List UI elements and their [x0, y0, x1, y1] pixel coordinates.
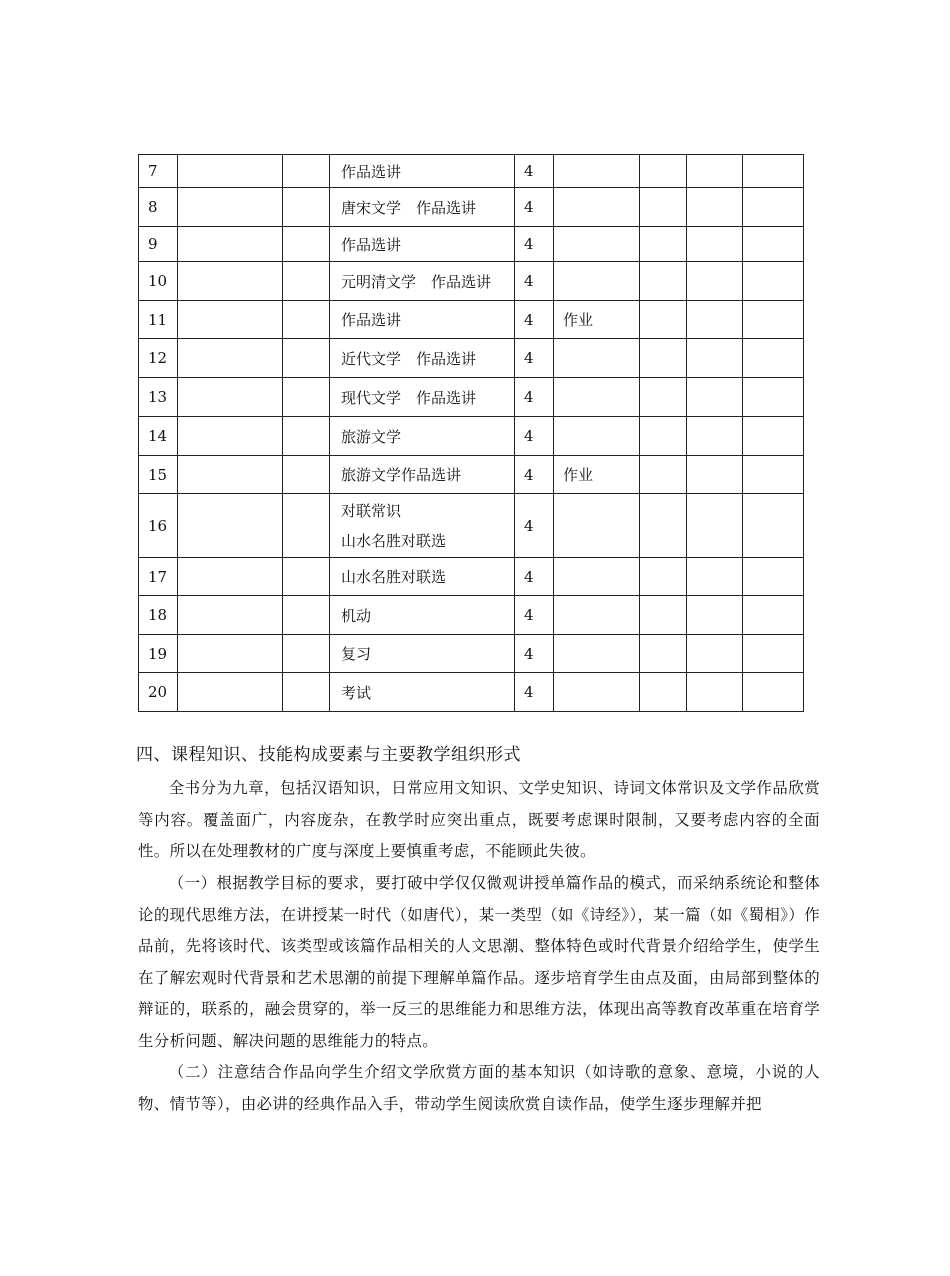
empty-cell	[283, 673, 330, 712]
week-number-cell: 18	[139, 596, 178, 635]
content-line: 唐宋文学 作品选讲	[341, 198, 477, 217]
week-number-cell: 15	[139, 456, 178, 494]
hours-cell: 4	[515, 596, 554, 635]
empty-cell	[743, 635, 804, 673]
content-line: 复习	[341, 645, 372, 663]
table-row	[139, 456, 804, 494]
empty-cell	[283, 339, 330, 378]
content-cell	[330, 378, 515, 417]
hours-cell: 4	[515, 558, 554, 596]
empty-cell	[178, 635, 283, 673]
note-cell	[554, 494, 640, 558]
empty-cell	[178, 262, 283, 301]
empty-cell	[178, 494, 283, 558]
empty-cell	[178, 227, 283, 262]
empty-cell	[178, 301, 283, 339]
empty-cell	[640, 673, 687, 712]
content-line: 考试	[341, 683, 372, 702]
empty-cell	[178, 596, 283, 635]
table-row	[139, 339, 804, 378]
table-body	[139, 155, 804, 712]
note-cell	[554, 227, 640, 262]
empty-cell	[687, 339, 743, 378]
empty-cell	[283, 188, 330, 227]
empty-cell	[178, 456, 283, 494]
empty-cell	[687, 155, 743, 188]
note-cell	[554, 417, 640, 456]
empty-cell	[687, 558, 743, 596]
empty-cell	[178, 155, 283, 188]
table-row	[139, 188, 804, 227]
hours-cell: 4	[515, 301, 554, 339]
content-line: 山水名胜对联选	[341, 568, 447, 586]
empty-cell	[283, 596, 330, 635]
empty-cell	[743, 596, 804, 635]
content-cell	[330, 558, 515, 596]
note-cell	[554, 188, 640, 227]
empty-cell	[640, 188, 687, 227]
table-row	[139, 596, 804, 635]
empty-cell	[178, 417, 283, 456]
empty-cell	[743, 227, 804, 262]
content-cell	[330, 417, 515, 456]
table-row	[139, 378, 804, 417]
empty-cell	[640, 494, 687, 558]
content-line: 元明清文学 作品选讲	[341, 272, 492, 291]
empty-cell	[743, 378, 804, 417]
table-row	[139, 262, 804, 301]
empty-cell	[640, 227, 687, 262]
week-number-cell: 14	[139, 417, 178, 456]
content-cell	[330, 596, 515, 635]
hours-cell: 4	[515, 494, 554, 558]
empty-cell	[687, 378, 743, 417]
empty-cell	[687, 673, 743, 712]
week-number-cell: 10	[139, 262, 178, 301]
content-cell	[330, 188, 515, 227]
empty-cell	[743, 155, 804, 188]
hours-cell: 4	[515, 456, 554, 494]
hours-cell: 4	[515, 188, 554, 227]
empty-cell	[743, 301, 804, 339]
empty-cell	[743, 558, 804, 596]
empty-cell	[687, 596, 743, 635]
content-cell	[330, 301, 515, 339]
empty-cell	[283, 227, 330, 262]
table-row	[139, 673, 804, 712]
content-line: 对联常识	[341, 501, 402, 520]
paragraph-intro: 全书分为九章，包括汉语知识，日常应用文知识、文学史知识、诗词文体常识及文学作品欣赏等内容。覆盖面广，内容庞杂，在教学时应突出重点，既要考虑课时限制，又要考虑内容的全面性。所以在处理教材的广度与深度上要慎重考虑，不能顾此失彼。	[138, 779, 820, 860]
empty-cell	[687, 417, 743, 456]
empty-cell	[640, 558, 687, 596]
note-cell	[554, 635, 640, 673]
content-line: 近代文学 作品选讲	[341, 349, 477, 368]
content-line: 作品选讲	[341, 162, 402, 181]
empty-cell	[743, 417, 804, 456]
content-cell	[330, 227, 515, 262]
week-number-cell: 8	[139, 188, 178, 227]
empty-cell	[640, 262, 687, 301]
week-number-cell: 20	[139, 673, 178, 712]
note-cell	[554, 155, 640, 188]
note-cell	[554, 673, 640, 712]
hours-cell: 4	[515, 227, 554, 262]
content-line: 作品选讲	[341, 311, 402, 329]
empty-cell	[640, 339, 687, 378]
empty-cell	[640, 378, 687, 417]
table-row	[139, 301, 804, 339]
empty-cell	[178, 378, 283, 417]
week-number-cell: 17	[139, 558, 178, 596]
content-cell	[330, 262, 515, 301]
table-row	[139, 227, 804, 262]
table-row	[139, 494, 804, 558]
empty-cell	[283, 301, 330, 339]
empty-cell	[687, 635, 743, 673]
week-number-cell: 9	[139, 227, 178, 262]
hours-cell: 4	[515, 262, 554, 301]
empty-cell	[687, 188, 743, 227]
content-line: 机动	[341, 606, 372, 625]
empty-cell	[283, 456, 330, 494]
empty-cell	[743, 339, 804, 378]
note-cell	[554, 339, 640, 378]
content-line: 旅游文学作品选讲	[341, 466, 462, 484]
empty-cell	[178, 558, 283, 596]
content-cell	[330, 456, 515, 494]
content-cell	[330, 339, 515, 378]
hours-cell: 4	[515, 635, 554, 673]
week-number-cell: 7	[139, 155, 178, 188]
empty-cell	[687, 494, 743, 558]
content-line: 作品选讲	[341, 235, 402, 254]
empty-cell	[283, 635, 330, 673]
empty-cell	[687, 262, 743, 301]
schedule-table	[138, 154, 804, 712]
content-line: 现代文学 作品选讲	[341, 388, 477, 407]
week-number-cell: 13	[139, 378, 178, 417]
content-cell	[330, 635, 515, 673]
empty-cell	[283, 417, 330, 456]
note-cell	[554, 596, 640, 635]
empty-cell	[687, 301, 743, 339]
empty-cell	[687, 227, 743, 262]
empty-cell	[743, 456, 804, 494]
note-cell	[554, 378, 640, 417]
empty-cell	[640, 155, 687, 188]
empty-cell	[283, 378, 330, 417]
empty-cell	[687, 456, 743, 494]
empty-cell	[283, 262, 330, 301]
section-heading: 四、课程知识、技能构成要素与主要教学组织形式	[136, 745, 521, 765]
hours-cell: 4	[515, 155, 554, 188]
content-line: 旅游文学	[341, 427, 402, 446]
content-line: 山水名胜对联选	[341, 531, 447, 550]
empty-cell	[640, 596, 687, 635]
week-number-cell: 19	[139, 635, 178, 673]
empty-cell	[283, 494, 330, 558]
note-cell	[554, 558, 640, 596]
empty-cell	[743, 262, 804, 301]
empty-cell	[178, 673, 283, 712]
hours-cell: 4	[515, 417, 554, 456]
content-cell	[330, 155, 515, 188]
paragraph-point-1: （一）根据教学目标的要求，要打破中学仅仅微观讲授单篇作品的模式，而采纳系统论和整体论的现代思维方法，在讲授某一时代（如唐代），某一类型（如《诗经》），某一篇（如《蜀相》）作品前，先将该时代、该类型或该篇作品相关的人文思潮、整体特色或时代背景介绍给学生，使学生在了解宏观时代背景和艺术思潮的前提下理解单篇作品。逐步培育学生由点及面，由局部到整体的辩证的，联系的，融会贯穿的，举一反三的思维能力和思维方法，体现出高等教育改革重在培育学生分析问题、解决问题的思维能力的特点。	[138, 874, 820, 1050]
empty-cell	[178, 188, 283, 227]
empty-cell	[743, 494, 804, 558]
table-row	[139, 155, 804, 188]
hours-cell: 4	[515, 339, 554, 378]
week-number-cell: 12	[139, 339, 178, 378]
empty-cell	[283, 558, 330, 596]
hours-cell: 4	[515, 378, 554, 417]
table-row	[139, 635, 804, 673]
empty-cell	[640, 456, 687, 494]
table-row	[139, 558, 804, 596]
content-cell	[330, 494, 515, 558]
paragraph-point-2: （二）注意结合作品向学生介绍文学欣赏方面的基本知识（如诗歌的意象、意境，小说的人物、情节等），由必讲的经典作品入手，带动学生阅读欣赏自读作品，使学生逐步理解并把	[138, 1063, 820, 1113]
empty-cell	[283, 155, 330, 188]
empty-cell	[178, 339, 283, 378]
note-cell: 作业	[554, 456, 640, 494]
empty-cell	[743, 673, 804, 712]
note-cell	[554, 262, 640, 301]
week-number-cell: 16	[139, 494, 178, 558]
week-number-cell: 11	[139, 301, 178, 339]
empty-cell	[640, 635, 687, 673]
table-row	[139, 417, 804, 456]
content-cell	[330, 673, 515, 712]
hours-cell: 4	[515, 673, 554, 712]
empty-cell	[743, 188, 804, 227]
empty-cell	[640, 301, 687, 339]
empty-cell	[640, 417, 687, 456]
note-cell: 作业	[554, 301, 640, 339]
